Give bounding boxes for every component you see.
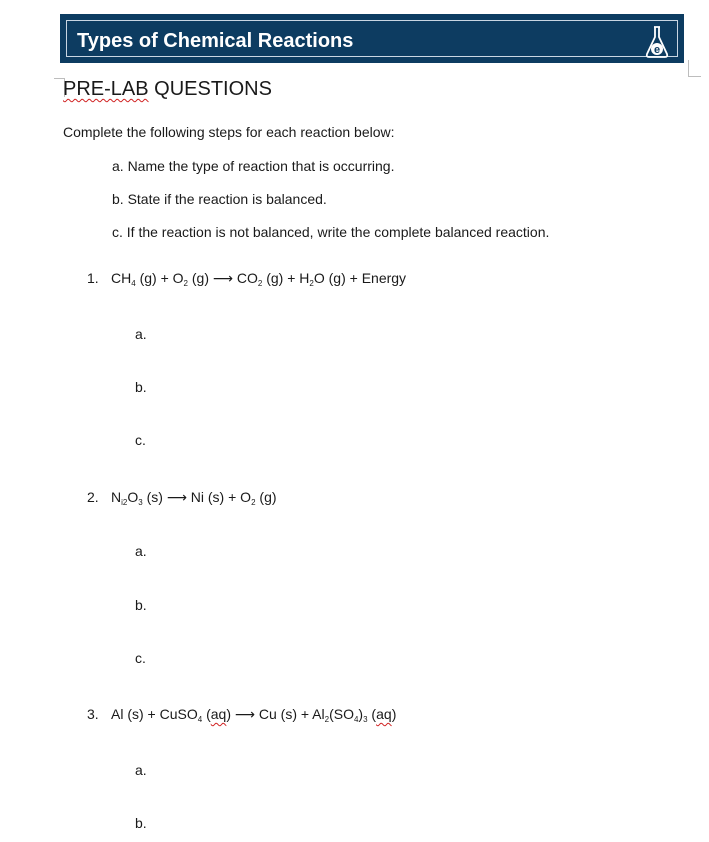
formula-text: (g) (255, 489, 277, 505)
question-number: 3. (87, 706, 99, 722)
subscript: 2 (309, 279, 314, 288)
formula-text: CH (111, 270, 132, 286)
instruction-step: b. State if the reaction is balanced. (112, 191, 327, 207)
formula-text: N (111, 489, 122, 505)
answer-label-b: b. (135, 379, 147, 395)
formula-text: Ni (s) + O (186, 489, 252, 505)
formula-text: (g) + H (262, 270, 310, 286)
formula-text: ) (358, 706, 364, 722)
subscript: 3 (138, 498, 143, 507)
title-banner-border (66, 20, 678, 57)
question-number: 2. (87, 489, 99, 505)
margin-corner-mark (688, 60, 701, 77)
formula-text: ) (226, 706, 235, 722)
formula-text: (g) + O (135, 270, 184, 286)
question-number: 1. (87, 270, 99, 286)
subscript: 2 (324, 715, 330, 724)
document-title: Types of Chemical Reactions (77, 30, 354, 52)
answer-label-b: b. (135, 597, 147, 613)
formula-text: ) (391, 706, 397, 722)
subscript: 4 (131, 279, 136, 288)
section-heading (63, 78, 272, 101)
section-heading-rest: QUESTIONS (148, 78, 272, 100)
answer-label-c: c. (135, 650, 146, 666)
reaction-equation (87, 706, 396, 724)
subscript: 3 (363, 715, 368, 724)
spellcheck-word: aq (376, 706, 392, 722)
instructions-intro: Complete the following steps for each reaction below: (63, 124, 395, 140)
spellcheck-word: PRE-LAB (63, 78, 149, 100)
subscript: 2 (257, 279, 263, 288)
subscript: 2 (183, 279, 188, 288)
flask-icon (643, 24, 671, 60)
formula-text: (SO (329, 706, 354, 722)
formula-text: CO (232, 270, 258, 286)
formula-text: (g) (188, 270, 213, 286)
formula-text: ( (202, 706, 211, 722)
instruction-step: c. If the reaction is not balanced, write the complete balanced reaction. (112, 224, 550, 240)
formula-text: ( (367, 706, 377, 722)
reaction-equation (87, 270, 406, 288)
formula-text: O (g) + Energy (313, 270, 407, 286)
subscript: 4 (197, 715, 203, 724)
subscript: 4 (353, 715, 359, 724)
subscript: i2 (121, 498, 128, 507)
reaction-equation (87, 489, 277, 507)
svg-text:e: e (653, 44, 661, 56)
formula-text: O (127, 489, 139, 505)
formula-text: Al (s) + CuSO (111, 706, 198, 722)
instruction-step: a. Name the type of reaction that is occurring. (112, 158, 395, 174)
answer-label-b: b. (135, 815, 147, 831)
answer-label-a: a. (135, 543, 147, 559)
reaction-arrow: ⟶ (212, 271, 233, 287)
answer-label-a: a. (135, 762, 147, 778)
answer-label-a: a. (135, 326, 147, 342)
reaction-arrow: ⟶ (166, 490, 187, 506)
spellcheck-word: aq (210, 706, 227, 722)
formula-text: (s) (142, 489, 167, 505)
subscript: 2 (251, 498, 256, 507)
answer-label-c: c. (135, 432, 146, 448)
formula-text: Cu (s) + Al (254, 706, 325, 722)
title-banner (60, 14, 684, 63)
reaction-arrow: ⟶ (234, 707, 255, 723)
